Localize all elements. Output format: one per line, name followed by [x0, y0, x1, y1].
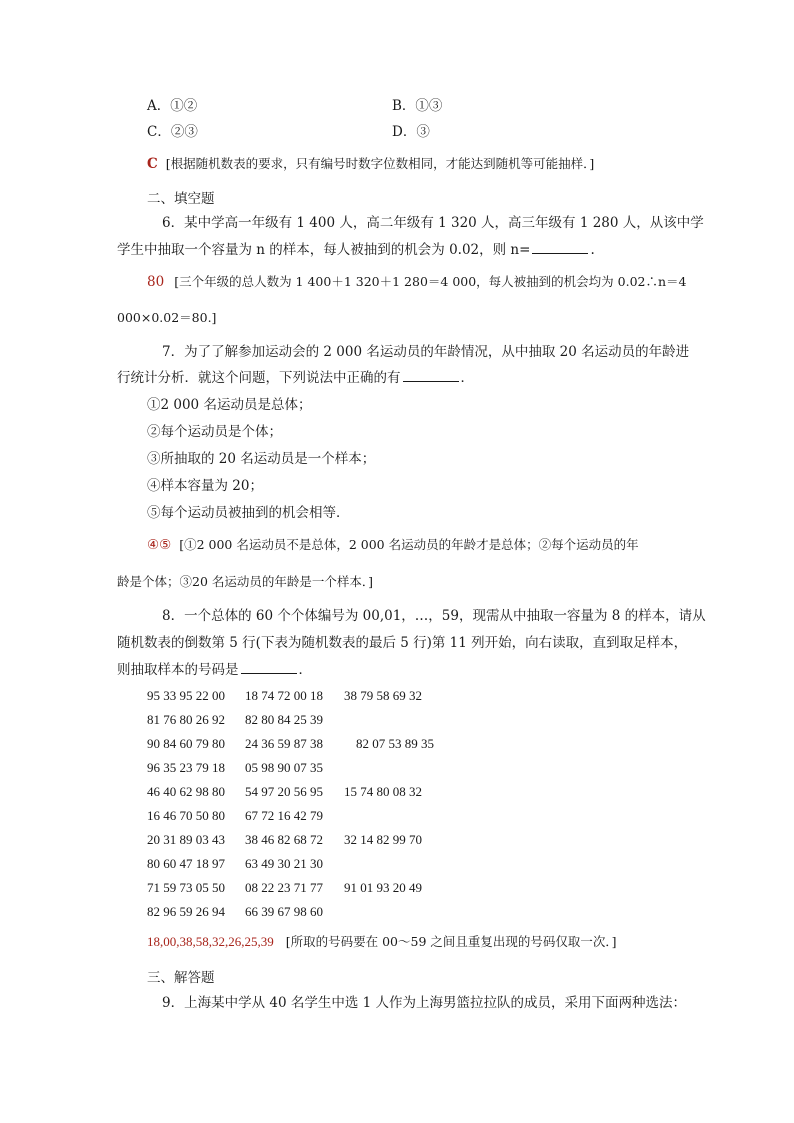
table-cell: 38 46 82 68 72: [245, 832, 323, 847]
q8-text-line-3b: ．: [298, 662, 312, 678]
table-cell: 82 96 59 26 94: [147, 904, 225, 919]
table-cell: 82 07 53 89 35: [356, 736, 434, 751]
q7-text-line-2a: 行统计分析．就这个问题，下列说法中正确的有: [117, 370, 401, 386]
q7-item-4: ④样本容量为 20；: [147, 478, 263, 494]
table-cell: 95 33 95 22 00: [147, 688, 225, 703]
q6-text-line-1: 6．某中学高一年级有 1 400 人，高二年级有 1 320 人，高三年级有 1 280 人，从该中学: [162, 215, 704, 231]
table-cell: 54 97 20 56 95: [245, 784, 323, 799]
q5-answer-line: [147, 155, 594, 173]
q6-answer: 80: [147, 274, 165, 290]
q5-option-b: B．①③: [392, 98, 443, 114]
table-cell: 63 49 30 21 30: [245, 856, 323, 871]
q7-text-line-2: [117, 369, 474, 387]
q6-text-line-2: [117, 241, 595, 259]
q5-option-d: D．③: [392, 124, 430, 140]
table-cell: 71 59 73 05 50: [147, 880, 225, 895]
q7-item-3: ③所抽取的 20 名运动员是一个样本；: [147, 451, 376, 467]
table-cell: 18 74 72 00 18: [245, 688, 323, 703]
q7-explanation-1: [①2 000 名运动员不是总体，2 000 名运动员的年龄才是总体；②每个运动员的年: [179, 537, 639, 552]
q7-text-line-2b: ．: [460, 370, 474, 386]
table-cell: 08 22 23 71 77: [245, 880, 323, 895]
table-cell: 15 74 80 08 32: [344, 784, 422, 799]
q8-text-line-3: [117, 661, 312, 679]
section-heading-fill-in: 二、填空题: [147, 191, 215, 207]
q8-answer: 18,00,38,58,32,26,25,39: [147, 934, 274, 949]
table-cell: 81 76 80 26 92: [147, 712, 225, 727]
q6-explanation-1: [三个年级的总人数为 1 400＋1 320＋1 280＝4 000，每人被抽到的机会均为 0.02∴n＝4: [174, 274, 687, 289]
table-cell: 80 60 47 18 97: [147, 856, 225, 871]
table-cell: 46 40 62 98 80: [147, 784, 225, 799]
q5-answer: C: [147, 156, 158, 172]
q7-answer-line: [147, 536, 639, 554]
table-cell: 38 79 58 69 32: [344, 688, 422, 703]
table-cell: 96 35 23 79 18: [147, 760, 225, 775]
q6-explanation-2: 000×0.02＝80.]: [117, 310, 217, 325]
q6-answer-blank: [532, 241, 588, 254]
q8-text-line-2: 随机数表的倒数第 5 行(下表为随机数表的最后 5 行)第 11 列开始，向右读取，直到取足样本，: [117, 635, 688, 651]
q7-item-1: ①2 000 名运动员是总体；: [147, 397, 312, 413]
q6-answer-line: [147, 273, 687, 291]
q5-option-a: A．①②: [147, 98, 198, 114]
table-cell: 32 14 82 99 70: [344, 832, 422, 847]
q7-item-5: ⑤每个运动员被抽到的机会相等．: [147, 505, 350, 521]
table-cell: 16 46 70 50 80: [147, 808, 225, 823]
q7-explanation-2: 龄是个体；③20 名运动员的年龄是一个样本．]: [117, 574, 374, 589]
q7-answer: ④⑤: [147, 537, 172, 553]
q8-answer-line: [147, 933, 617, 951]
q6-text-line-2b: .: [590, 242, 595, 258]
q8-explanation: [所取的号码要在 00～59 之间且重复出现的号码仅取一次．]: [285, 934, 617, 949]
table-cell: 67 72 16 42 79: [245, 808, 323, 823]
q7-answer-blank: [403, 369, 459, 382]
table-cell: 05 98 90 07 35: [245, 760, 323, 775]
table-cell: 66 39 67 98 60: [245, 904, 323, 919]
q8-answer-blank: [241, 661, 297, 674]
q8-text-line-3a: 则抽取样本的号码是: [117, 662, 239, 678]
q5-option-c: C．②③: [147, 124, 198, 140]
table-cell: 24 36 59 87 38: [245, 736, 323, 751]
table-cell: 91 01 93 20 49: [344, 880, 422, 895]
q9-text-line-1: 9．上海某中学从 40 名学生中选 1 人作为上海男篮拉拉队的成员，采用下面两种选法：: [162, 995, 687, 1011]
table-cell: 90 84 60 79 80: [147, 736, 225, 751]
q5-explanation: [根据随机数表的要求，只有编号时数字位数相同，才能达到随机等可能抽样．]: [165, 156, 595, 171]
table-cell: 82 80 84 25 39: [245, 712, 323, 727]
table-cell: 20 31 89 03 43: [147, 832, 225, 847]
q8-text-line-1: 8．一个总体的 60 个个体编号为 00,01，…，59，现需从中抽取一容量为 8 的样本，请从: [162, 608, 706, 624]
q6-text-line-2a: 学生中抽取一个容量为 n 的样本，每人被抽到的机会为 0.02，则 n=: [117, 242, 531, 258]
section-heading-answer: 三、解答题: [147, 970, 215, 986]
q7-item-2: ②每个运动员是个体；: [147, 424, 282, 440]
q7-text-line-1: 7．为了了解参加运动会的 2 000 名运动员的年龄情况，从中抽取 20 名运动员的年龄进: [162, 344, 690, 360]
